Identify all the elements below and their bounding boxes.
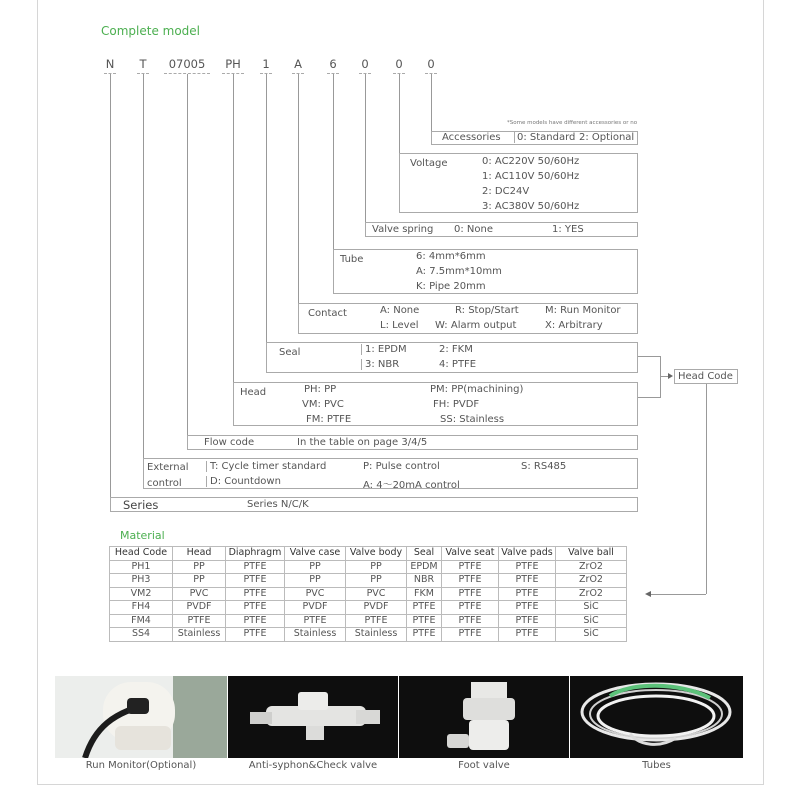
contact-label: Contact: [308, 308, 347, 319]
table-cell: PP: [346, 574, 407, 588]
external-control-option: A: 4～20mA control: [363, 480, 460, 491]
photo-caption: Tubes: [642, 760, 671, 771]
table-cell: ZrO2: [556, 560, 627, 574]
table-cell: PTFE: [499, 574, 556, 588]
anti-syphon-photo: [228, 676, 398, 758]
series-box: [110, 497, 638, 512]
table-cell: PTFE: [442, 587, 499, 601]
contact-option: M: Run Monitor: [545, 305, 621, 316]
table-row: [110, 560, 627, 574]
complete-model-heading: Complete model: [101, 24, 201, 38]
external-control-label: External: [147, 462, 189, 473]
table-cell: PVC: [346, 587, 407, 601]
foot-valve-image: [399, 676, 569, 758]
code-accessories: 0: [425, 57, 437, 74]
table-cell: SiC: [556, 628, 627, 642]
table-cell: PP: [173, 574, 226, 588]
seal-option: 2: FKM: [439, 344, 473, 355]
voltage-box: [399, 153, 638, 213]
valve-spring-box: [365, 222, 638, 237]
head-code-table-line: [651, 594, 706, 595]
table-cell: PTFE: [226, 628, 285, 642]
connector-tube: [333, 74, 334, 249]
series-value: Series N/C/K: [247, 499, 309, 510]
run-monitor-photo: [55, 676, 227, 758]
head-option: PM: PP(machining): [430, 384, 524, 395]
seal-option: 4: PTFE: [439, 359, 477, 370]
photo-caption: Foot valve: [458, 760, 510, 771]
head-code-arrow-icon: [668, 373, 673, 379]
table-cell: PVC: [285, 587, 346, 601]
table-cell: SS4: [110, 628, 173, 642]
tube-option: A: 7.5mm*10mm: [416, 266, 502, 277]
code-voltage: 0: [393, 57, 405, 74]
tube-label: Tube: [340, 254, 364, 265]
table-cell: PTFE: [407, 614, 442, 628]
code-seal: 1: [260, 57, 272, 74]
table-cell: PP: [173, 560, 226, 574]
flow-code-box: [187, 435, 638, 450]
voltage-option: 1: AC110V 50/60Hz: [482, 171, 580, 182]
table-cell: PVDF: [173, 601, 226, 615]
run-monitor-image: [55, 676, 227, 758]
connector-head: [233, 74, 234, 382]
connector-series: [110, 74, 111, 497]
table-cell: FM4: [110, 614, 173, 628]
table-header-row: [110, 547, 627, 561]
head-option: FH: PVDF: [433, 399, 480, 410]
code-flow: 07005: [164, 57, 210, 74]
table-cell: PTFE: [226, 614, 285, 628]
head-option: SS: Stainless: [440, 414, 505, 425]
connector-flow: [187, 74, 188, 436]
table-cell: PTFE: [407, 601, 442, 615]
contact-option: R: Stop/Start: [455, 305, 519, 316]
head-option: PH: PP: [304, 384, 337, 395]
accessories-option-2: 2: Optional: [579, 132, 635, 143]
code-control: T: [137, 57, 149, 74]
tube-option: K: Pipe 20mm: [416, 281, 486, 292]
table-cell: PP: [285, 574, 346, 588]
contact-option: A: None: [380, 305, 420, 316]
table-cell: PH3: [110, 574, 173, 588]
seal-box: [266, 342, 638, 373]
voltage-option: 3: AC380V 50/60Hz: [482, 201, 580, 212]
table-cell: PTFE: [442, 560, 499, 574]
voltage-label: Voltage: [410, 158, 448, 169]
table-cell: PTFE: [173, 614, 226, 628]
table-cell: ZrO2: [556, 574, 627, 588]
table-cell: PVDF: [285, 601, 346, 615]
external-control-option: S: RS485: [521, 461, 567, 472]
photo-caption: Run Monitor(Optional): [85, 760, 197, 771]
code-valve-spring: 0: [359, 57, 371, 74]
table-cell: PTFE: [226, 601, 285, 615]
voltage-option: 0: AC220V 50/60Hz: [482, 156, 580, 167]
material-heading: Material: [120, 529, 165, 542]
table-cell: PTFE: [442, 628, 499, 642]
tube-box: [333, 249, 638, 294]
column-header: Head Code: [110, 547, 173, 561]
flow-code-label: Flow code: [204, 437, 255, 448]
table-cell: PP: [346, 560, 407, 574]
table-row: [110, 574, 627, 588]
head-code-connector: [660, 376, 668, 377]
foot-valve-photo: [399, 676, 569, 758]
connector-valve-spring: [365, 74, 366, 222]
table-cell: PTFE: [226, 560, 285, 574]
series-label: Series: [123, 498, 159, 512]
head-label: Head: [240, 387, 267, 398]
table-cell: PH1: [110, 560, 173, 574]
table-cell: PVDF: [346, 601, 407, 615]
connector-contact: [298, 74, 299, 303]
table-cell: PTFE: [499, 587, 556, 601]
table-cell: ZrO2: [556, 587, 627, 601]
table-cell: PTFE: [346, 614, 407, 628]
table-cell: PTFE: [442, 574, 499, 588]
head-code-box: [674, 369, 738, 384]
valve-spring-option-1: 1: YES: [552, 224, 584, 235]
external-control-option: D: Countdown: [206, 476, 281, 487]
column-header: Valve ball: [556, 547, 627, 561]
contact-option: W: Alarm output: [435, 320, 517, 331]
head-box: [233, 382, 638, 426]
table-cell: FH4: [110, 601, 173, 615]
external-control-option: T: Cycle timer standard: [206, 461, 326, 472]
tube-option: 6: 4mm*6mm: [416, 251, 486, 262]
head-option: VM: PVC: [302, 399, 344, 410]
head-option: FM: PTFE: [306, 414, 352, 425]
head-code-label: Head Code: [678, 371, 733, 382]
table-cell: PP: [285, 560, 346, 574]
table-cell: FKM: [407, 587, 442, 601]
table-cell: PTFE: [499, 601, 556, 615]
table-cell: SiC: [556, 601, 627, 615]
head-code-down-line: [706, 384, 707, 594]
accessories-option-0: 0: Standard: [514, 132, 575, 143]
contact-option: X: Arbitrary: [545, 320, 603, 331]
external-control-box: [143, 458, 638, 489]
table-cell: PTFE: [442, 601, 499, 615]
table-row: [110, 587, 627, 601]
table-row: [110, 628, 627, 642]
connector-control: [143, 74, 144, 459]
column-header: Seal: [407, 547, 442, 561]
seal-option: 3: NBR: [361, 359, 399, 370]
column-header: Head: [173, 547, 226, 561]
column-header: Diaphragm: [226, 547, 285, 561]
table-cell: Stainless: [173, 628, 226, 642]
table-cell: VM2: [110, 587, 173, 601]
table-cell: EPDM: [407, 560, 442, 574]
tubes-image: [570, 676, 743, 758]
valve-spring-option-0: 0: None: [454, 224, 493, 235]
external-control-option: P: Pulse control: [363, 461, 440, 472]
accessories-label: Accessories: [442, 132, 501, 143]
table-arrow-icon: [645, 591, 651, 597]
anti-syphon-image: [228, 676, 398, 758]
contact-box: [298, 303, 638, 334]
code-series: N: [104, 57, 116, 74]
accessories-box: [431, 131, 638, 145]
table-cell: Stainless: [346, 628, 407, 642]
flow-code-value: In the table on page 3/4/5: [297, 437, 428, 448]
code-head: PH: [222, 57, 244, 74]
table-cell: PTFE: [499, 560, 556, 574]
connector-seal: [266, 74, 267, 342]
table-row: [110, 601, 627, 615]
voltage-option: 2: DC24V: [482, 186, 530, 197]
column-header: Valve body: [346, 547, 407, 561]
table-cell: PTFE: [407, 628, 442, 642]
seal-option: 1: EPDM: [361, 344, 407, 355]
head-code-bracket: [638, 356, 661, 398]
table-cell: Stainless: [285, 628, 346, 642]
table-cell: SiC: [556, 614, 627, 628]
table-cell: NBR: [407, 574, 442, 588]
seal-label: Seal: [279, 347, 301, 358]
accessories-note: *Some models have different accessories or no: [507, 120, 638, 126]
photo-caption: Anti-syphon&Check valve: [248, 760, 378, 771]
connector-accessories: [431, 74, 432, 131]
contact-option: L: Level: [380, 320, 419, 331]
code-contact: A: [292, 57, 304, 74]
table-cell: PTFE: [226, 587, 285, 601]
table-cell: PTFE: [499, 628, 556, 642]
column-header: Valve case: [285, 547, 346, 561]
code-tube: 6: [327, 57, 339, 74]
connector-voltage: [399, 74, 400, 153]
material-table: [109, 546, 627, 642]
table-cell: PTFE: [226, 574, 285, 588]
table-cell: PVC: [173, 587, 226, 601]
column-header: Valve pads: [499, 547, 556, 561]
valve-spring-label: Valve spring: [372, 224, 434, 235]
external-control-label: control: [147, 478, 182, 489]
table-cell: PTFE: [442, 614, 499, 628]
tubes-photo: [570, 676, 743, 758]
table-row: [110, 614, 627, 628]
column-header: Valve seat: [442, 547, 499, 561]
table-cell: PTFE: [499, 614, 556, 628]
table-cell: PTFE: [285, 614, 346, 628]
